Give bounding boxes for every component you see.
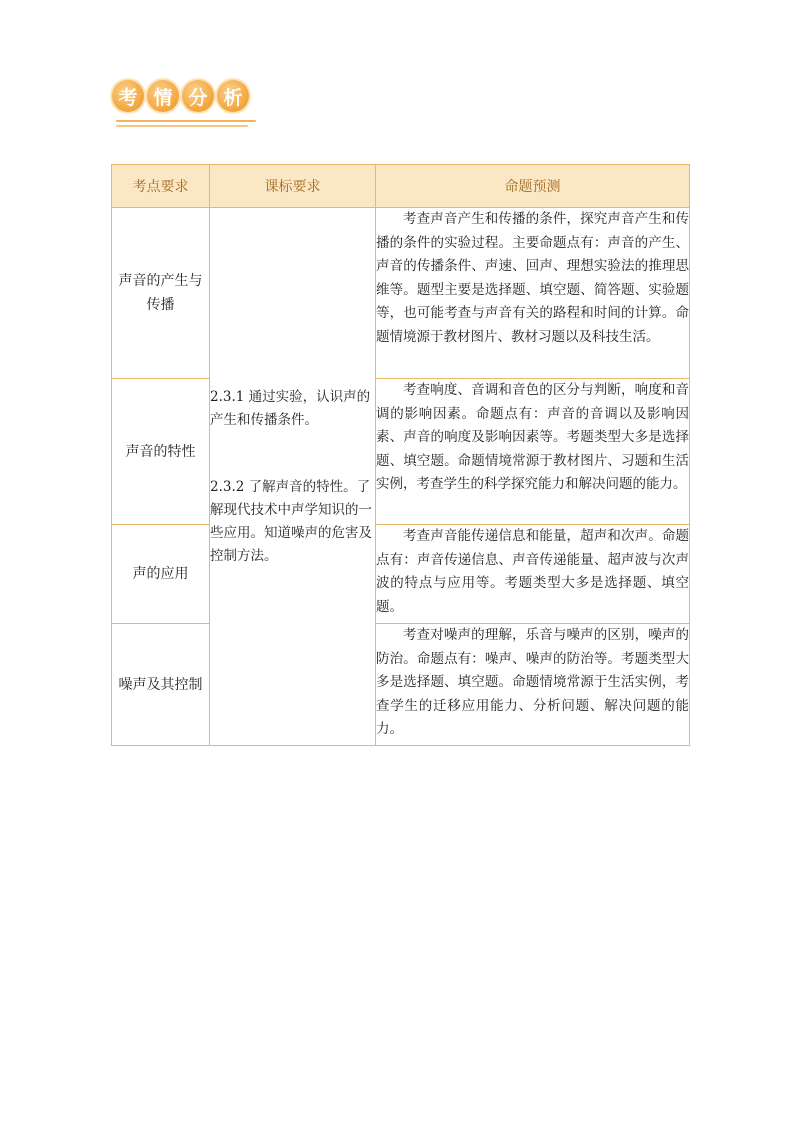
table-header-row (112, 165, 690, 208)
topic-cell: 声音的产生与传播 (112, 208, 210, 379)
badge-char: 考 (112, 80, 144, 112)
topic-cell: 噪声及其控制 (112, 624, 210, 746)
header-prediction: 命题预测 (376, 165, 690, 208)
table-row (112, 379, 690, 525)
prediction-cell: 考查响度、音调和音色的区分与判断，响度和音调的影响因素。命题点有：声音的音调以及影响因素、声音的响度及影响因素等。考题类型大多是选择题、填空题。命题情境常源于教材图片、习题和生活实例，考查学生的科学探究能力和解决问题的能力。 (376, 379, 690, 525)
badge-char: 情 (147, 80, 179, 112)
prediction-cell: 考查声音能传递信息和能量，超声和次声。命题点有：声音传递信息、声音传递能量、超声波与次声波的特点与应用等。考题类型大多是选择题、填空题。 (376, 525, 690, 624)
table-row (112, 525, 690, 624)
curriculum-requirement-cell (210, 208, 376, 746)
table-row (112, 624, 690, 746)
badge-char: 析 (217, 80, 249, 112)
badge-char: 分 (182, 80, 214, 112)
prediction-cell: 考查对噪声的理解，乐音与噪声的区别，噪声的防治。命题点有：噪声、噪声的防治等。考题类型大多是选择题、填空题。命题情境常源于生活实例，考查学生的迁移应用能力、分析问题、解决问题的能力。 (376, 624, 690, 746)
header-curriculum: 课标要求 (210, 165, 376, 208)
section-badge (112, 80, 262, 134)
requirement-paragraph: 2.3.2 了解声音的特性。了解现代技术中声学知识的一些应用。知道噪声的危害及控制方法。 (210, 478, 372, 564)
badge-underline-decoration (116, 120, 256, 127)
requirement-paragraph: 2.3.1 通过实验，认识声的产生和传播条件。 (210, 388, 371, 428)
topic-cell: 声音的特性 (112, 379, 210, 525)
prediction-cell: 考查声音产生和传播的条件，探究声音产生和传播的条件的实验过程。主要命题点有：声音的产生、声音的传播条件、声速、回声、理想实验法的推理思维等。题型主要是选择题、填空题、简答题、实验题等，也可能考查与声音有关的路程和时间的计算。命题情境源于教材图片、教材习题以及科技生活。 (376, 208, 690, 379)
header-topic: 考点要求 (112, 165, 210, 208)
table-row (112, 208, 690, 379)
exam-analysis-table (111, 164, 690, 746)
topic-cell: 声的应用 (112, 525, 210, 624)
